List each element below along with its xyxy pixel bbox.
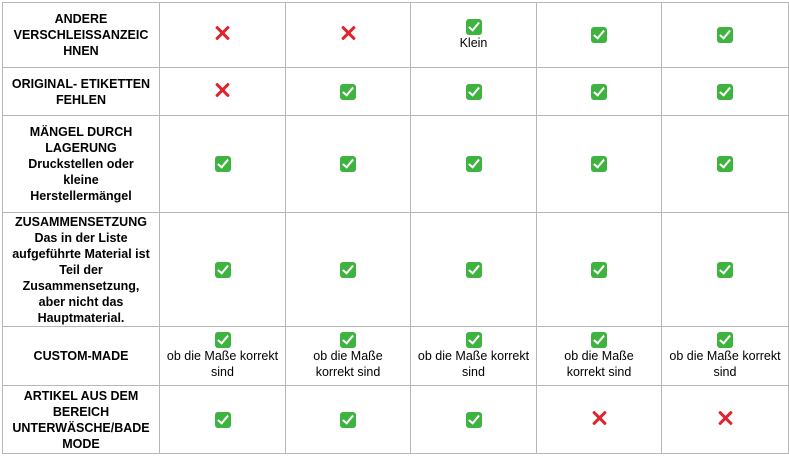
check-icon: [215, 332, 231, 348]
cell-note: ob die Maße korrekt: [166, 349, 279, 364]
header-line: FEHLEN: [56, 92, 106, 107]
table-cell: [537, 386, 662, 454]
table-cell: [537, 327, 662, 386]
table-cell: [411, 386, 537, 454]
cell-note: sind: [713, 365, 737, 380]
cross-icon: [591, 410, 607, 426]
check-icon: [591, 262, 607, 278]
check-icon: [340, 156, 356, 172]
row-header-original-etiketten-fehlen: [3, 68, 160, 116]
table-cell: [160, 386, 286, 454]
header-line: Teil der: [59, 262, 103, 277]
table-cell: [662, 327, 789, 386]
check-icon: [466, 19, 482, 35]
header-line: Das in der Liste: [34, 230, 128, 245]
row-header-artikel-unterwaesche-bademode: [3, 386, 160, 454]
header-line: aufgeführte Material ist: [12, 246, 150, 261]
header-line: MÄNGEL DURCH: [29, 125, 133, 139]
check-icon: [717, 156, 733, 172]
row-header-custom-made: [3, 327, 160, 386]
header-line: LAGERUNG: [45, 141, 117, 155]
table-row: [3, 116, 789, 213]
check-icon: [717, 262, 733, 278]
table-row: [3, 3, 789, 68]
condition-table: [2, 2, 789, 454]
check-icon: [717, 332, 733, 348]
header-line: Druckstellen oder: [28, 157, 134, 171]
check-icon: [591, 156, 607, 172]
table-cell: [411, 327, 537, 386]
table-cell: [411, 213, 537, 327]
check-icon: [340, 332, 356, 348]
header-line: HNEN: [63, 44, 99, 58]
header-line: VERSCHLEISSANZEIC: [13, 28, 149, 42]
check-icon: [215, 412, 231, 428]
table-cell: [662, 3, 789, 68]
table-cell: [662, 68, 789, 116]
check-icon: [340, 412, 356, 428]
cross-icon: [717, 410, 733, 426]
table-cell: [160, 116, 286, 213]
table-row: [3, 68, 789, 116]
header-line: MODE: [62, 436, 100, 451]
cross-icon: [215, 25, 231, 41]
table-cell: [286, 213, 411, 327]
cell-note: ob die Maße korrekt: [417, 349, 530, 364]
check-icon: [466, 262, 482, 278]
cell-note: korrekt sind: [315, 365, 381, 380]
cell-note: korrekt sind: [566, 365, 632, 380]
cell-note: ob die Maße: [313, 349, 383, 364]
header-line: ANDERE: [54, 12, 108, 26]
table-cell: [411, 3, 537, 68]
table-body: [3, 3, 789, 454]
check-icon: [466, 412, 482, 428]
check-icon: [717, 84, 733, 100]
table-cell: [537, 213, 662, 327]
cell-note: sind: [211, 365, 234, 380]
table-row: [3, 327, 789, 386]
table-cell: [537, 68, 662, 116]
header-line: ARTIKEL AUS DEM: [23, 388, 139, 403]
table-cell: [286, 386, 411, 454]
table-row: [3, 386, 789, 454]
table-cell: [411, 116, 537, 213]
table-row: [3, 213, 789, 327]
table-cell: [537, 116, 662, 213]
cross-icon: [215, 82, 231, 98]
check-icon: [466, 332, 482, 348]
cell-note: ob die Maße: [564, 349, 634, 364]
table-cell: [286, 68, 411, 116]
cell-note: ob die Maße korrekt: [669, 349, 781, 364]
header-line: ZUSAMMENSETZUNG: [15, 214, 147, 229]
table-cell: [411, 68, 537, 116]
cell-note: sind: [462, 365, 485, 380]
check-icon: [717, 27, 733, 43]
table-cell: [662, 386, 789, 454]
check-icon: [215, 262, 231, 278]
check-icon: [591, 332, 607, 348]
check-icon: [466, 156, 482, 172]
header-line: Hauptmaterial.: [37, 310, 125, 325]
header-line: BEREICH: [52, 404, 110, 419]
table-cell: [662, 213, 789, 327]
table-cell: [286, 327, 411, 386]
table-cell: [286, 3, 411, 68]
header-line: UNTERWÄSCHE/BADE: [12, 420, 150, 435]
table-cell: [160, 213, 286, 327]
header-line: Herstellermängel: [30, 189, 132, 203]
table-cell: [160, 3, 286, 68]
cell-note: Klein: [459, 36, 488, 51]
row-header-maengel-durch-lagerung: [3, 116, 160, 213]
table-cell: [160, 68, 286, 116]
check-icon: [591, 84, 607, 100]
cross-icon: [340, 25, 356, 41]
header-line: aber nicht das: [38, 294, 124, 309]
header-line: ORIGINAL- ETIKETTEN: [11, 76, 151, 91]
check-icon: [340, 262, 356, 278]
row-header-andere-verschleissanzeichen: [3, 3, 160, 68]
table-cell: [537, 3, 662, 68]
table-cell: [662, 116, 789, 213]
check-icon: [591, 27, 607, 43]
table-cell: [286, 116, 411, 213]
header-line: kleine: [63, 173, 99, 187]
table-cell: [160, 327, 286, 386]
header-line: CUSTOM-MADE: [33, 349, 129, 363]
check-icon: [466, 84, 482, 100]
header-line: Zusammensetzung,: [22, 278, 140, 293]
check-icon: [215, 156, 231, 172]
check-icon: [340, 84, 356, 100]
row-header-zusammensetzung: [3, 213, 160, 327]
